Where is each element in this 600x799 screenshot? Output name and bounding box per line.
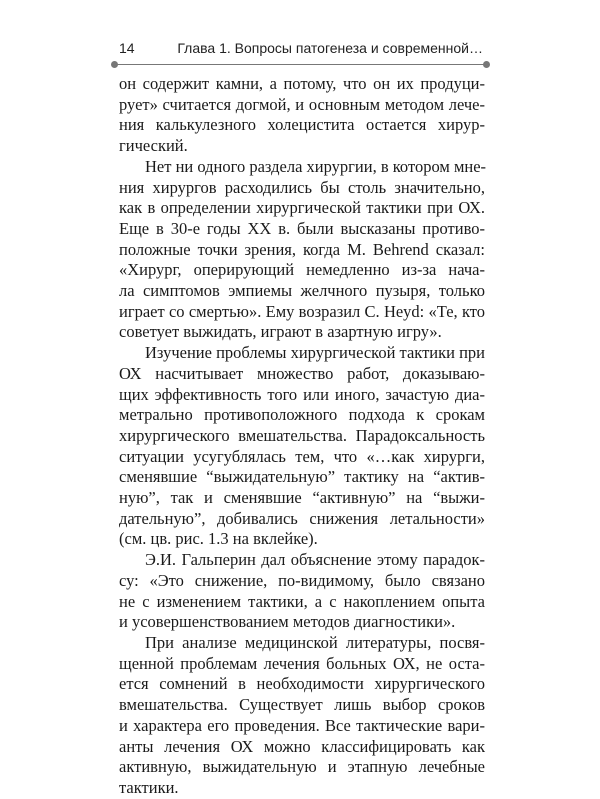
text-line: Нет ни одного раздела хирургии, в котором мне- [145,156,487,176]
text-line: хирургического вмешательства. Парадоксальность [119,425,485,445]
text-line: Э.И. Гальперин дал объяснение этому парадок- [145,550,485,570]
text-line: При анализе медицинской литературы, посвя- [145,632,485,652]
text-line: и характера его проведения. Все тактические вари- [119,715,485,735]
text-line: щенной проблемам лечения больных ОХ, не оста- [119,653,485,673]
text-line: ется сомнений в необходимости хирургического [119,674,485,694]
header-rule-right-dot [483,61,490,68]
text-line: ния калькулезного холецистита остается хирур- [119,115,485,135]
page-number: 14 [119,40,135,56]
text-line: ОХ насчитывает множество работ, доказываю- [119,363,485,383]
body-text [119,74,485,799]
running-header [115,40,487,64]
text-line: Еще в 30-е годы XX в. были высказаны противо- [119,218,485,238]
text-line: играет со смертью». Ему возразил C. Heyd: «Те, кто [119,301,485,321]
text-line: анты лечения ОХ можно классифицировать как [119,736,485,756]
text-line: положные точки зрения, когда M. Behrend сказал: [119,239,485,259]
paragraph [119,550,485,633]
paragraph [119,157,485,343]
text-line: вмешательства. Существует лишь выбор сроков [119,695,485,715]
text-line: гический. [119,136,188,156]
paragraph [119,343,485,550]
text-line: активную, выжидательную и этапную лечебные [119,757,485,777]
header-rule-left-dot [111,61,118,68]
text-line: рует» считается догмой, и основным методом лече- [119,94,485,114]
text-line: «Хирург, оперирующий немедленно из-за нача- [119,260,485,280]
text-line: как в определении хирургической тактики при ОХ. [119,198,485,218]
paragraph [119,74,485,157]
text-line: сменявшие “выжидательную” тактику на “актив- [119,467,485,487]
text-line: ния хирургов расходились бы столь значительно, [119,177,485,197]
text-line: он содержит камни, а потому, что он их продуци- [119,74,485,93]
text-line: (см. цв. рис. 1.3 на вклейке). [119,529,318,549]
text-line: дательную”, добивались снижения летальности» [119,508,485,528]
text-line: и усовершенствованием методов диагностики». [119,612,456,632]
text-line: ла симптомов эмпиемы желчного пузыря, только [119,281,485,301]
paragraph [119,633,485,799]
text-line: Изучение проблемы хирургической тактики при [145,343,485,363]
text-line: ную”, так и сменявшие “активную” на “выжи- [119,488,485,508]
text-line: су: «Это снижение, по-видимому, было связано [119,570,485,590]
text-line: советует выжидать, играют в азартную игру». [119,322,442,342]
running-title: Глава 1. Вопросы патогенеза и современной… [177,40,483,56]
text-line: тактики. [119,777,179,797]
text-line: щих эффективность того или иного, зачастую диа- [119,384,485,404]
header-rule [115,64,487,65]
text-line: ситуации усугублялась тем, что «…как хирурги, [119,446,485,466]
text-line: не с изменением тактики, а с накоплением опыта [119,591,485,611]
text-line: метрально противоположного подхода к срокам [119,405,485,425]
